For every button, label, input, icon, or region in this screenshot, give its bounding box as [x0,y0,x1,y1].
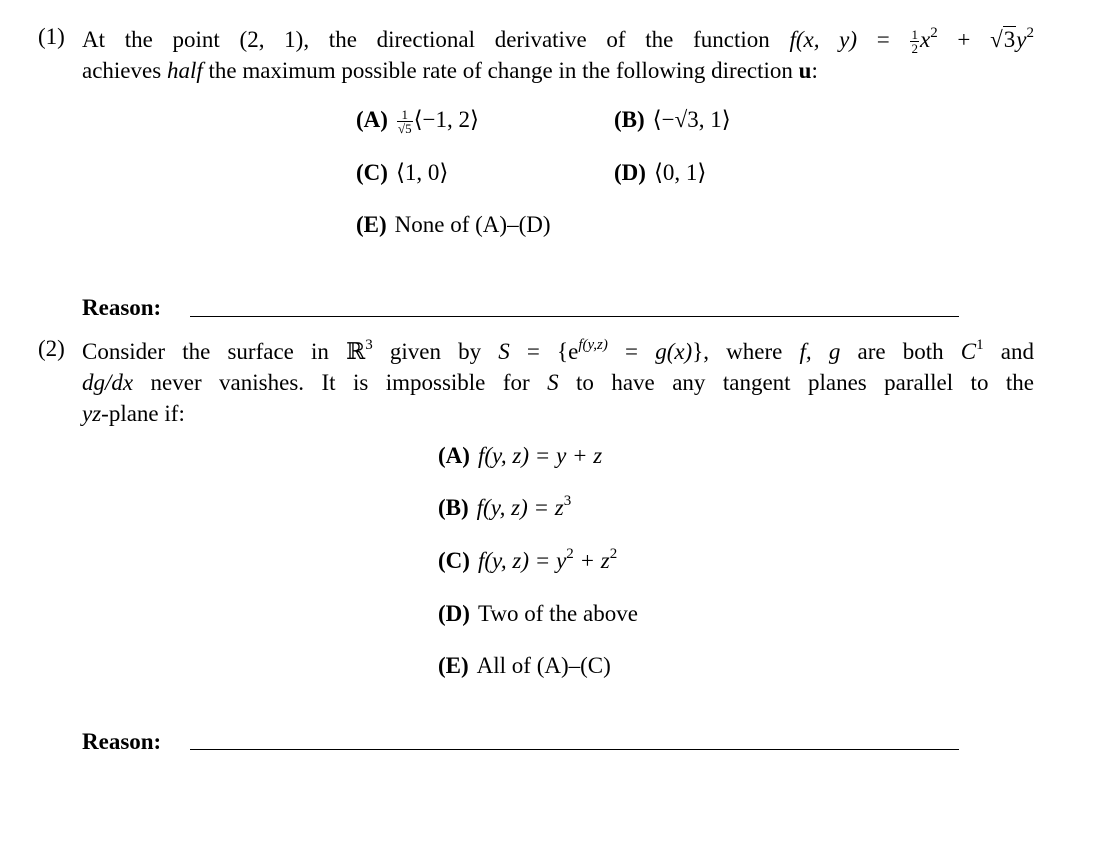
problem-2-option-e: (E) All of (A)–(C) [438,653,611,678]
problem-1-reason-label: Reason: [82,295,162,320]
problem-2-number: (2) [38,336,65,361]
problem-1-number: (1) [38,24,65,49]
problem-2-stem-line-2: dg/dx never vanishes. It is impossible for S to have any tangent planes parallel to the [82,370,1034,395]
problem-1-option-e: (E) None of (A)–(D) [356,212,551,237]
problem-2-option-d: (D) Two of the above [438,601,638,626]
problem-1-option-a: (A) $\frac{1}{√5}$ ⟨−1, 2⟩ [356,107,479,137]
problem-2-reason-answer-line[interactable] [190,749,959,750]
problem-2-option-a: (A) f(y, z) = y + z [438,443,603,468]
sqrt-3: √3 [990,27,1016,52]
problem-2-stem-line-3: yz-plane if: [82,401,185,426]
fraction-one-half: $\frac{1}{2}$ [911,27,918,57]
problem-2-reason-label: Reason: [82,729,162,754]
problem-1-reason-answer-line[interactable] [190,316,959,317]
problem-1-option-d: (D) ⟨0, 1⟩ [614,160,707,185]
fraction-one-over-sqrt5: $\frac{1}{√5}$ [397,107,412,137]
problem-1-option-b: (B) ⟨−√3, 1⟩ [614,107,731,132]
problem-1-stem-line-1: At the point (2, 1), the directional derivative of the function f(x, y) = $\frac{1}{2}$ $x^2 + √3y^2$ [82,25,1034,57]
problem-1-stem-line-2: achieves half the maximum possible rate of change in the following direction u: [82,58,818,83]
problem-1-option-c: (C) ⟨1, 0⟩ [356,160,449,185]
problem-2-option-b: (B) f(y, $z) = z^3$ [438,493,572,520]
problem-2-stem-line-1: Consider the surface in ℝ$^3$ given by $S = \{e^{f(y,z)} = g(x)\}$, where f, g are both $C^1$ and [82,337,1034,364]
problem-2-option-c: (C) f(y, $z) = y^2 + z^2$ [438,546,618,573]
